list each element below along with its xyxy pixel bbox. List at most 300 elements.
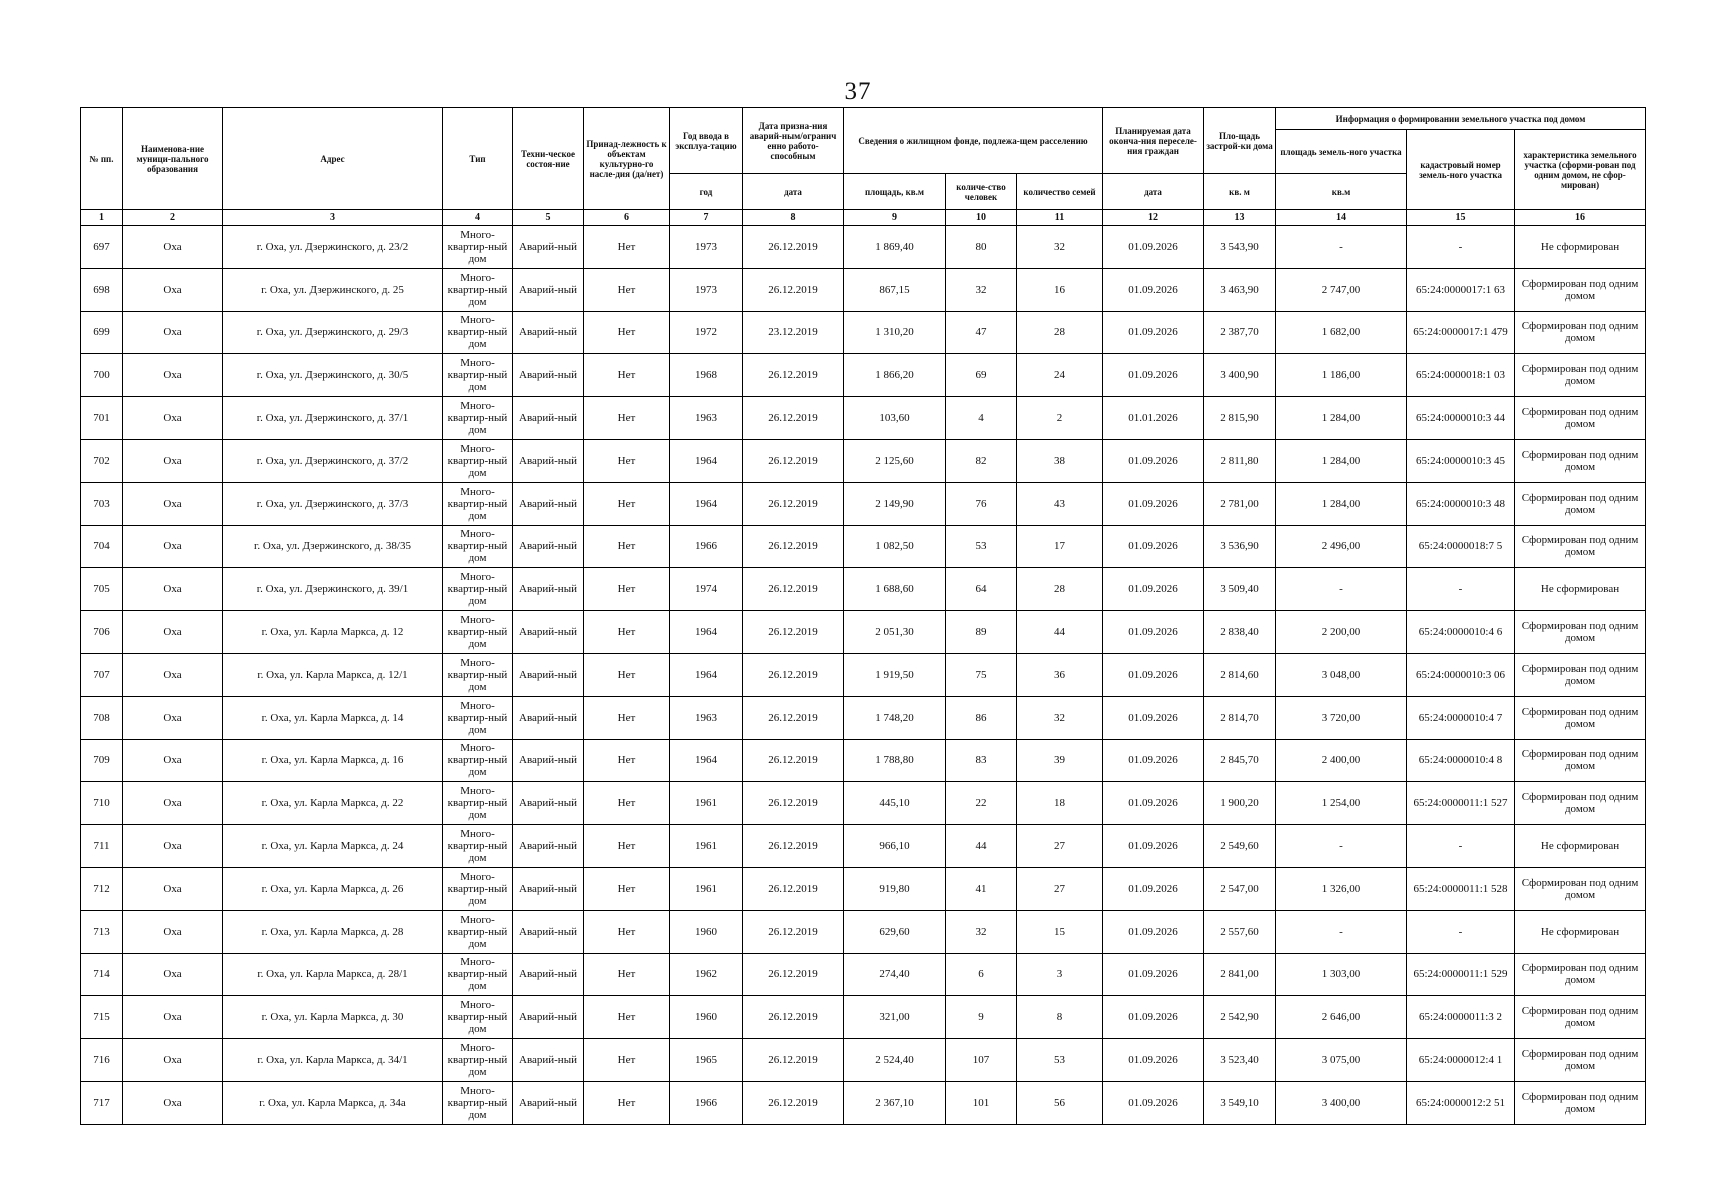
cell-commission-year: 1960 — [670, 910, 743, 953]
header-cadastral: кадастровый номер земель-ного участка — [1407, 130, 1515, 210]
table-row — [81, 354, 1646, 397]
cell-land-characteristic: Сформирован под одним домом — [1515, 525, 1646, 568]
column-number: 10 — [946, 210, 1017, 226]
cell-built-area: 2 814,60 — [1204, 653, 1276, 696]
cell-heritage: Нет — [584, 953, 670, 996]
cell-land-area: 3 720,00 — [1276, 696, 1407, 739]
column-number: 7 — [670, 210, 743, 226]
cell-land-characteristic: Сформирован под одним домом — [1515, 439, 1646, 482]
cell-living-area: 1 919,50 — [844, 653, 946, 696]
cell-house-type: Много-квартир-ный дом — [443, 397, 513, 440]
cell-tech-state: Аварий-ный — [513, 696, 584, 739]
cell-land-characteristic: Не сформирован — [1515, 226, 1646, 269]
cell-built-area: 3 536,90 — [1204, 525, 1276, 568]
header-emergency-date: Дата призна-ния аварий-ным/огранич енно работо-способным — [743, 108, 844, 174]
cell-planned-date: 01.09.2026 — [1103, 653, 1204, 696]
header-built-area: Пло-щадь застрой-ки дома — [1204, 108, 1276, 174]
cell-family-count: 2 — [1017, 397, 1103, 440]
header-sub-families: количество семей — [1017, 174, 1103, 210]
cell-municipality: Оха — [123, 867, 223, 910]
cell-emergency-date: 26.12.2019 — [743, 354, 844, 397]
column-number: 13 — [1204, 210, 1276, 226]
cell-emergency-date: 26.12.2019 — [743, 996, 844, 1039]
cell-land-characteristic: Сформирован под одним домом — [1515, 782, 1646, 825]
column-number: 14 — [1276, 210, 1407, 226]
cell-built-area: 3 543,90 — [1204, 226, 1276, 269]
cell-land-area: 1 186,00 — [1276, 354, 1407, 397]
cell-row-number: 715 — [81, 996, 123, 1039]
cell-commission-year: 1961 — [670, 867, 743, 910]
cell-house-type: Много-квартир-ный дом — [443, 696, 513, 739]
cell-family-count: 27 — [1017, 867, 1103, 910]
cell-row-number: 697 — [81, 226, 123, 269]
cell-planned-date: 01.09.2026 — [1103, 268, 1204, 311]
cell-cadastral-number: 65:24:0000011:1 529 — [1407, 953, 1515, 996]
cell-house-type: Много-квартир-ный дом — [443, 739, 513, 782]
cell-emergency-date: 26.12.2019 — [743, 568, 844, 611]
cell-family-count: 17 — [1017, 525, 1103, 568]
cell-planned-date: 01.09.2026 — [1103, 910, 1204, 953]
cell-living-area: 1 788,80 — [844, 739, 946, 782]
cell-family-count: 53 — [1017, 1039, 1103, 1082]
cell-house-type: Много-квартир-ный дом — [443, 568, 513, 611]
column-number: 12 — [1103, 210, 1204, 226]
cell-land-characteristic: Сформирован под одним домом — [1515, 996, 1646, 1039]
cell-row-number: 701 — [81, 397, 123, 440]
table-row — [81, 825, 1646, 868]
cell-municipality: Оха — [123, 1081, 223, 1124]
cell-emergency-date: 26.12.2019 — [743, 268, 844, 311]
cell-row-number: 707 — [81, 653, 123, 696]
cell-living-area: 1 748,20 — [844, 696, 946, 739]
cell-cadastral-number: 65:24:0000011:1 528 — [1407, 867, 1515, 910]
cell-land-area: 1 284,00 — [1276, 482, 1407, 525]
cell-row-number: 708 — [81, 696, 123, 739]
cell-people-count: 32 — [946, 910, 1017, 953]
header-sub-plan-date: дата — [1103, 174, 1204, 210]
cell-planned-date: 01.09.2026 — [1103, 611, 1204, 654]
cell-land-area: 1 326,00 — [1276, 867, 1407, 910]
cell-municipality: Оха — [123, 782, 223, 825]
cell-heritage: Нет — [584, 653, 670, 696]
cell-municipality: Оха — [123, 354, 223, 397]
cell-built-area: 3 463,90 — [1204, 268, 1276, 311]
cell-commission-year: 1968 — [670, 354, 743, 397]
cell-tech-state: Аварий-ный — [513, 867, 584, 910]
header-type: Тип — [443, 108, 513, 210]
column-number: 4 — [443, 210, 513, 226]
cell-planned-date: 01.09.2026 — [1103, 354, 1204, 397]
cell-people-count: 75 — [946, 653, 1017, 696]
cell-family-count: 28 — [1017, 568, 1103, 611]
table-row — [81, 1039, 1646, 1082]
cell-land-area: 2 747,00 — [1276, 268, 1407, 311]
cell-heritage: Нет — [584, 696, 670, 739]
header-sub-built-unit: кв. м — [1204, 174, 1276, 210]
cell-land-area: 2 400,00 — [1276, 739, 1407, 782]
cell-cadastral-number: - — [1407, 910, 1515, 953]
cell-commission-year: 1973 — [670, 226, 743, 269]
cell-emergency-date: 26.12.2019 — [743, 397, 844, 440]
cell-living-area: 2 524,40 — [844, 1039, 946, 1082]
table-row — [81, 568, 1646, 611]
cell-living-area: 919,80 — [844, 867, 946, 910]
cell-people-count: 41 — [946, 867, 1017, 910]
cell-row-number: 702 — [81, 439, 123, 482]
cell-cadastral-number: 65:24:0000011:3 2 — [1407, 996, 1515, 1039]
cell-municipality: Оха — [123, 910, 223, 953]
cell-tech-state: Аварий-ный — [513, 268, 584, 311]
cell-living-area: 1 688,60 — [844, 568, 946, 611]
cell-land-area: 1 254,00 — [1276, 782, 1407, 825]
header-sub-people: количе-ство человек — [946, 174, 1017, 210]
header-sub-year: год — [670, 174, 743, 210]
cell-house-type: Много-квартир-ный дом — [443, 653, 513, 696]
cell-house-type: Много-квартир-ный дом — [443, 354, 513, 397]
table-row — [81, 525, 1646, 568]
table-row — [81, 611, 1646, 654]
cell-commission-year: 1962 — [670, 953, 743, 996]
cell-built-area: 3 400,90 — [1204, 354, 1276, 397]
cell-row-number: 704 — [81, 525, 123, 568]
cell-people-count: 44 — [946, 825, 1017, 868]
cell-built-area: 2 547,00 — [1204, 867, 1276, 910]
table-row — [81, 482, 1646, 525]
column-number-row — [81, 210, 1646, 226]
cell-built-area: 2 841,00 — [1204, 953, 1276, 996]
cell-emergency-date: 26.12.2019 — [743, 226, 844, 269]
cell-heritage: Нет — [584, 611, 670, 654]
cell-row-number: 703 — [81, 482, 123, 525]
cell-house-type: Много-квартир-ный дом — [443, 1039, 513, 1082]
cell-people-count: 82 — [946, 439, 1017, 482]
cell-row-number: 705 — [81, 568, 123, 611]
cell-living-area: 1 869,40 — [844, 226, 946, 269]
cell-commission-year: 1964 — [670, 611, 743, 654]
cell-municipality: Оха — [123, 226, 223, 269]
cell-living-area: 1 866,20 — [844, 354, 946, 397]
cell-planned-date: 01.09.2026 — [1103, 1039, 1204, 1082]
cell-land-area: 2 496,00 — [1276, 525, 1407, 568]
cell-tech-state: Аварий-ный — [513, 226, 584, 269]
cell-tech-state: Аварий-ный — [513, 311, 584, 354]
cell-commission-year: 1961 — [670, 782, 743, 825]
cell-tech-state: Аварий-ный — [513, 482, 584, 525]
cell-commission-year: 1963 — [670, 696, 743, 739]
cell-built-area: 2 845,70 — [1204, 739, 1276, 782]
cell-row-number: 713 — [81, 910, 123, 953]
cell-cadastral-number: 65:24:0000010:3 44 — [1407, 397, 1515, 440]
cell-land-characteristic: Не сформирован — [1515, 568, 1646, 611]
cell-emergency-date: 26.12.2019 — [743, 1081, 844, 1124]
cell-built-area: 2 387,70 — [1204, 311, 1276, 354]
cell-address: г. Оха, ул. Карла Маркса, д. 28 — [223, 910, 443, 953]
cell-municipality: Оха — [123, 825, 223, 868]
cell-house-type: Много-квартир-ный дом — [443, 226, 513, 269]
cell-municipality: Оха — [123, 953, 223, 996]
cell-emergency-date: 26.12.2019 — [743, 739, 844, 782]
cell-heritage: Нет — [584, 910, 670, 953]
cell-cadastral-number: 65:24:0000018:7 5 — [1407, 525, 1515, 568]
cell-cadastral-number: 65:24:0000011:1 527 — [1407, 782, 1515, 825]
column-number: 2 — [123, 210, 223, 226]
cell-address: г. Оха, ул. Карла Маркса, д. 12/1 — [223, 653, 443, 696]
cell-commission-year: 1963 — [670, 397, 743, 440]
column-number: 15 — [1407, 210, 1515, 226]
cell-tech-state: Аварий-ный — [513, 653, 584, 696]
table-row — [81, 953, 1646, 996]
cell-emergency-date: 23.12.2019 — [743, 311, 844, 354]
cell-land-characteristic: Не сформирован — [1515, 910, 1646, 953]
cell-address: г. Оха, ул. Карла Маркса, д. 24 — [223, 825, 443, 868]
header-year: Год ввода в эксплуа-тацию — [670, 108, 743, 174]
cell-address: г. Оха, ул. Карла Маркса, д. 28/1 — [223, 953, 443, 996]
cell-house-type: Много-квартир-ный дом — [443, 825, 513, 868]
header-land-info: Информация о формировании земельного участка под домом — [1276, 108, 1646, 130]
cell-house-type: Много-квартир-ный дом — [443, 782, 513, 825]
cell-row-number: 714 — [81, 953, 123, 996]
cell-land-area: - — [1276, 568, 1407, 611]
cell-tech-state: Аварий-ный — [513, 739, 584, 782]
cell-address: г. Оха, ул. Дзержинского, д. 29/3 — [223, 311, 443, 354]
cell-people-count: 64 — [946, 568, 1017, 611]
cell-row-number: 700 — [81, 354, 123, 397]
cell-land-area: 1 303,00 — [1276, 953, 1407, 996]
cell-living-area: 321,00 — [844, 996, 946, 1039]
cell-family-count: 8 — [1017, 996, 1103, 1039]
header-municipality: Наименова-ние муници-пального образования — [123, 108, 223, 210]
cell-planned-date: 01.09.2026 — [1103, 1081, 1204, 1124]
header-housing-fund: Сведения о жилищном фонде, подлежа-щем расселению — [844, 108, 1103, 174]
cell-commission-year: 1960 — [670, 996, 743, 1039]
cell-municipality: Оха — [123, 1039, 223, 1082]
cell-land-characteristic: Сформирован под одним домом — [1515, 268, 1646, 311]
header-sub-date: дата — [743, 174, 844, 210]
cell-cadastral-number: 65:24:0000010:4 8 — [1407, 739, 1515, 782]
cell-family-count: 56 — [1017, 1081, 1103, 1124]
cell-tech-state: Аварий-ный — [513, 953, 584, 996]
cell-tech-state: Аварий-ный — [513, 782, 584, 825]
cell-land-area: 3 075,00 — [1276, 1039, 1407, 1082]
cell-emergency-date: 26.12.2019 — [743, 439, 844, 482]
table-row — [81, 397, 1646, 440]
cell-cadastral-number: - — [1407, 825, 1515, 868]
column-number: 8 — [743, 210, 844, 226]
cell-land-area: 3 400,00 — [1276, 1081, 1407, 1124]
cell-living-area: 445,10 — [844, 782, 946, 825]
cell-land-characteristic: Сформирован под одним домом — [1515, 953, 1646, 996]
cell-living-area: 2 125,60 — [844, 439, 946, 482]
cell-house-type: Много-квартир-ный дом — [443, 611, 513, 654]
cell-built-area: 3 523,40 — [1204, 1039, 1276, 1082]
cell-commission-year: 1973 — [670, 268, 743, 311]
cell-land-area: 3 048,00 — [1276, 653, 1407, 696]
table-row — [81, 996, 1646, 1039]
header-heritage: Принад-лежность к объектам культурно-го насле-дия (да/нет) — [584, 108, 670, 210]
cell-people-count: 89 — [946, 611, 1017, 654]
cell-land-characteristic: Сформирован под одним домом — [1515, 482, 1646, 525]
cell-emergency-date: 26.12.2019 — [743, 653, 844, 696]
cell-built-area: 2 815,90 — [1204, 397, 1276, 440]
cell-cadastral-number: 65:24:0000018:1 03 — [1407, 354, 1515, 397]
cell-land-area: 2 646,00 — [1276, 996, 1407, 1039]
cell-commission-year: 1965 — [670, 1039, 743, 1082]
cell-family-count: 32 — [1017, 226, 1103, 269]
cell-house-type: Много-квартир-ный дом — [443, 482, 513, 525]
cell-heritage: Нет — [584, 525, 670, 568]
cell-people-count: 6 — [946, 953, 1017, 996]
cell-heritage: Нет — [584, 268, 670, 311]
cell-heritage: Нет — [584, 397, 670, 440]
cell-built-area: 2 557,60 — [1204, 910, 1276, 953]
cell-planned-date: 01.09.2026 — [1103, 825, 1204, 868]
header-land-area: площадь земель-ного участка — [1276, 130, 1407, 174]
cell-heritage: Нет — [584, 825, 670, 868]
column-number: 9 — [844, 210, 946, 226]
cell-cadastral-number: 65:24:0000017:1 479 — [1407, 311, 1515, 354]
cell-tech-state: Аварий-ный — [513, 1039, 584, 1082]
cell-land-area: 2 200,00 — [1276, 611, 1407, 654]
cell-row-number: 710 — [81, 782, 123, 825]
cell-land-characteristic: Сформирован под одним домом — [1515, 1039, 1646, 1082]
cell-house-type: Много-квартир-ный дом — [443, 439, 513, 482]
cell-address: г. Оха, ул. Карла Маркса, д. 14 — [223, 696, 443, 739]
cell-tech-state: Аварий-ный — [513, 525, 584, 568]
cell-family-count: 28 — [1017, 311, 1103, 354]
cell-living-area: 2 051,30 — [844, 611, 946, 654]
cell-municipality: Оха — [123, 482, 223, 525]
cell-emergency-date: 26.12.2019 — [743, 696, 844, 739]
cell-heritage: Нет — [584, 1081, 670, 1124]
cell-address: г. Оха, ул. Дзержинского, д. 37/1 — [223, 397, 443, 440]
table-row — [81, 268, 1646, 311]
cell-tech-state: Аварий-ный — [513, 568, 584, 611]
column-number: 3 — [223, 210, 443, 226]
cell-emergency-date: 26.12.2019 — [743, 953, 844, 996]
cell-people-count: 80 — [946, 226, 1017, 269]
cell-address: г. Оха, ул. Карла Маркса, д. 16 — [223, 739, 443, 782]
table-row — [81, 739, 1646, 782]
table-row — [81, 226, 1646, 269]
cell-people-count: 53 — [946, 525, 1017, 568]
cell-people-count: 69 — [946, 354, 1017, 397]
cell-built-area: 1 900,20 — [1204, 782, 1276, 825]
cell-heritage: Нет — [584, 739, 670, 782]
cell-tech-state: Аварий-ный — [513, 1081, 584, 1124]
cell-living-area: 103,60 — [844, 397, 946, 440]
header-land-char: характеристика земельного участка (сформи-рован под одним домом, не сфор-мирован) — [1515, 130, 1646, 210]
cell-people-count: 101 — [946, 1081, 1017, 1124]
cell-people-count: 76 — [946, 482, 1017, 525]
cell-land-characteristic: Сформирован под одним домом — [1515, 867, 1646, 910]
cell-address: г. Оха, ул. Карла Маркса, д. 22 — [223, 782, 443, 825]
cell-cadastral-number: 65:24:0000010:3 48 — [1407, 482, 1515, 525]
cell-family-count: 27 — [1017, 825, 1103, 868]
cell-land-area: - — [1276, 825, 1407, 868]
cell-cadastral-number: - — [1407, 226, 1515, 269]
cell-heritage: Нет — [584, 354, 670, 397]
cell-municipality: Оха — [123, 653, 223, 696]
column-number: 1 — [81, 210, 123, 226]
cell-tech-state: Аварий-ный — [513, 825, 584, 868]
cell-family-count: 24 — [1017, 354, 1103, 397]
cell-house-type: Много-квартир-ный дом — [443, 867, 513, 910]
table-row — [81, 910, 1646, 953]
cell-tech-state: Аварий-ный — [513, 439, 584, 482]
cell-people-count: 83 — [946, 739, 1017, 782]
cell-row-number: 711 — [81, 825, 123, 868]
cell-municipality: Оха — [123, 611, 223, 654]
cell-municipality: Оха — [123, 439, 223, 482]
cell-family-count: 39 — [1017, 739, 1103, 782]
cell-land-characteristic: Сформирован под одним домом — [1515, 354, 1646, 397]
cell-address: г. Оха, ул. Карла Маркса, д. 34а — [223, 1081, 443, 1124]
cell-cadastral-number: 65:24:0000012:2 51 — [1407, 1081, 1515, 1124]
cell-house-type: Много-квартир-ный дом — [443, 1081, 513, 1124]
cell-family-count: 3 — [1017, 953, 1103, 996]
cell-family-count: 36 — [1017, 653, 1103, 696]
cell-built-area: 2 549,60 — [1204, 825, 1276, 868]
cell-emergency-date: 26.12.2019 — [743, 782, 844, 825]
cell-address: г. Оха, ул. Карла Маркса, д. 34/1 — [223, 1039, 443, 1082]
cell-planned-date: 01.09.2026 — [1103, 867, 1204, 910]
header-tech-state: Техни-ческое состоя-ние — [513, 108, 584, 210]
table-row — [81, 867, 1646, 910]
cell-land-area: - — [1276, 910, 1407, 953]
table-row — [81, 782, 1646, 825]
cell-address: г. Оха, ул. Дзержинского, д. 23/2 — [223, 226, 443, 269]
header-address: Адрес — [223, 108, 443, 210]
column-number: 11 — [1017, 210, 1103, 226]
header-num: № пп. — [81, 108, 123, 210]
cell-municipality: Оха — [123, 268, 223, 311]
cell-address: г. Оха, ул. Дзержинского, д. 37/3 — [223, 482, 443, 525]
cell-people-count: 107 — [946, 1039, 1017, 1082]
cell-land-characteristic: Сформирован под одним домом — [1515, 739, 1646, 782]
cell-cadastral-number: 65:24:0000012:4 1 — [1407, 1039, 1515, 1082]
table-row — [81, 311, 1646, 354]
cell-living-area: 1 310,20 — [844, 311, 946, 354]
cell-house-type: Много-квартир-ный дом — [443, 268, 513, 311]
cell-family-count: 16 — [1017, 268, 1103, 311]
cell-commission-year: 1966 — [670, 1081, 743, 1124]
cell-emergency-date: 26.12.2019 — [743, 867, 844, 910]
cell-tech-state: Аварий-ный — [513, 354, 584, 397]
header-planned-date: Планируемая дата оконча-ния переселе-ния граждан — [1103, 108, 1204, 174]
page-number: 37 — [844, 78, 872, 105]
cell-land-area: 1 284,00 — [1276, 397, 1407, 440]
cell-house-type: Много-квартир-ный дом — [443, 311, 513, 354]
cell-planned-date: 01.09.2026 — [1103, 696, 1204, 739]
cell-land-characteristic: Сформирован под одним домом — [1515, 696, 1646, 739]
cell-emergency-date: 26.12.2019 — [743, 910, 844, 953]
cell-built-area: 2 542,90 — [1204, 996, 1276, 1039]
cell-address: г. Оха, ул. Карла Маркса, д. 12 — [223, 611, 443, 654]
cell-address: г. Оха, ул. Дзержинского, д. 30/5 — [223, 354, 443, 397]
cell-emergency-date: 26.12.2019 — [743, 825, 844, 868]
cell-land-area: 1 284,00 — [1276, 439, 1407, 482]
cell-planned-date: 01.01.2026 — [1103, 397, 1204, 440]
cell-heritage: Нет — [584, 311, 670, 354]
table-body — [81, 226, 1646, 1125]
cell-people-count: 32 — [946, 268, 1017, 311]
cell-land-characteristic: Сформирован под одним домом — [1515, 653, 1646, 696]
cell-planned-date: 01.09.2026 — [1103, 439, 1204, 482]
cell-emergency-date: 26.12.2019 — [743, 1039, 844, 1082]
cell-planned-date: 01.09.2026 — [1103, 953, 1204, 996]
cell-commission-year: 1964 — [670, 739, 743, 782]
cell-planned-date: 01.09.2026 — [1103, 782, 1204, 825]
